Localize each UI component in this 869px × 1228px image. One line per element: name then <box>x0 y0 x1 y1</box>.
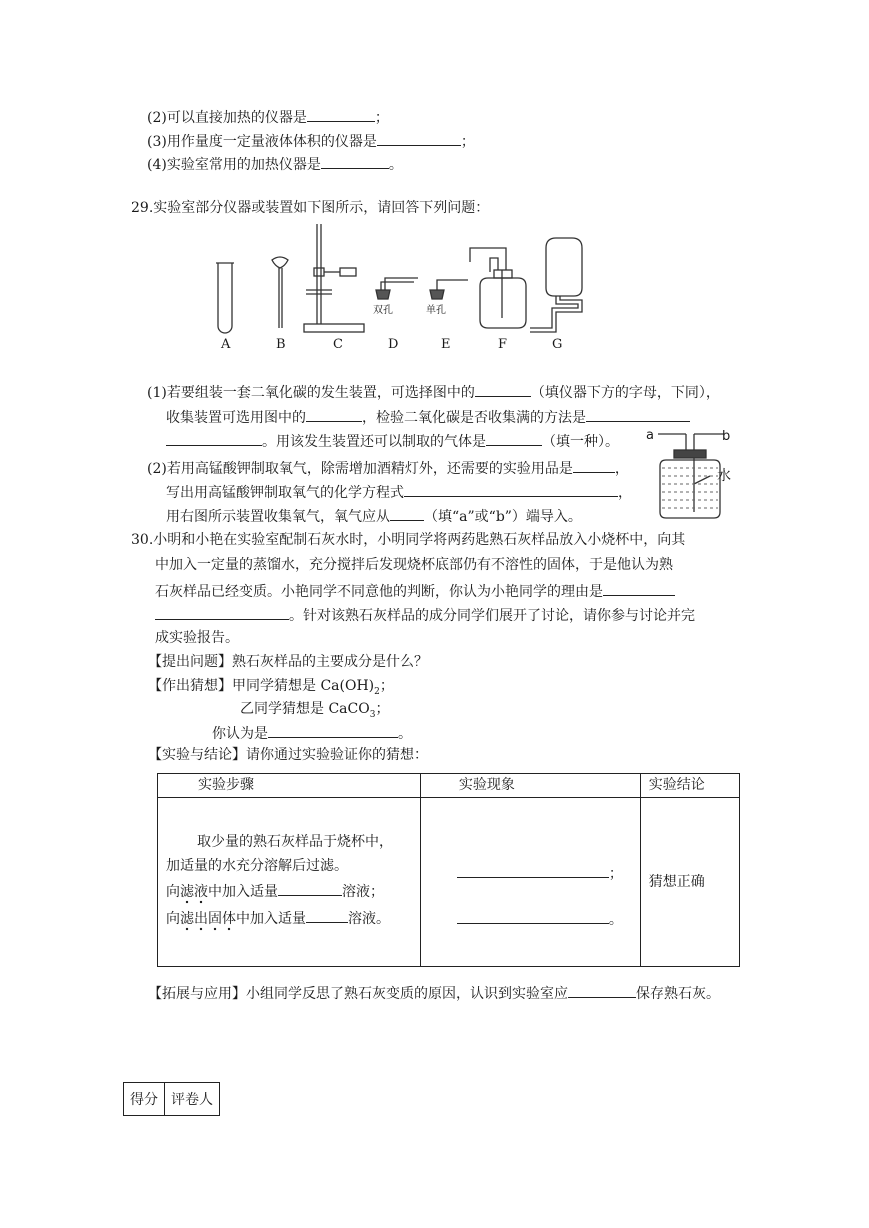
q30-guess-b: 乙同学猜想是 CaCO$_3$； <box>240 701 390 720</box>
steps-cell <box>158 798 421 967</box>
answer-blank[interactable] <box>457 862 609 878</box>
answer-blank[interactable] <box>307 106 375 122</box>
q30-exp-title: 【实验与结论】请你通过实验验证你的猜想： <box>148 747 428 763</box>
one-hole-label: 单孔 <box>426 305 446 316</box>
one-hole-stopper-icon <box>430 280 468 299</box>
answer-blank[interactable] <box>166 430 262 446</box>
phenomenon-cell <box>420 798 640 967</box>
label-c: C <box>333 337 343 352</box>
q29-p1-line1: (1)若要组装一套二氧化碳的发生装置，可选择图中的 （填仪器下方的字母，下同）， <box>147 381 720 403</box>
q28-line2: (2)可以直接加热的仪器是 ； <box>147 106 389 128</box>
answer-blank[interactable] <box>486 430 542 446</box>
two-hole-label: 双孔 <box>373 305 393 316</box>
answer-blank[interactable] <box>390 505 424 521</box>
bottle-port-b: b <box>722 429 731 444</box>
q29-p2-line3: 用右图所示装置收集氧气，氧气应从 （填“a”或“b”）端导入。 <box>166 505 582 527</box>
label-d: D <box>388 337 399 352</box>
score-box <box>123 1082 220 1116</box>
step-2: 加适量的水充分溶解后过滤。 <box>166 858 348 874</box>
q28-line3: (3)用作量度一定量液体体积的仪器是 ； <box>147 130 475 152</box>
q30-line1: 30.小明和小艳在实验室配制石灰水时，小明同学将两药匙熟石灰样品放入小烧杯中，向其 <box>131 532 686 548</box>
label-g: G <box>552 337 563 352</box>
experiment-table <box>157 773 740 967</box>
step-4: 向滤出固体中加入适量 溶液。 <box>166 907 390 929</box>
q30-line2: 中加入一定量的蒸馏水，充分搅拌后发现烧杯底部仍有不溶性的固体，于是他认为熟 <box>155 557 673 573</box>
q30-extension: 【拓展与应用】小组同学反思了熟石灰变质的原因，认识到实验室应 保存熟石灰。 <box>148 982 720 1004</box>
step-1: 取少量的熟石灰样品于烧杯中， <box>197 834 393 850</box>
q30-guess-c: 你认为是 。 <box>212 722 412 744</box>
answer-blank[interactable] <box>377 130 461 146</box>
conclusion-cell <box>640 798 739 967</box>
header-conclusion: 实验结论 <box>640 774 739 798</box>
apparatus-figure <box>200 218 600 358</box>
header-phenomenon: 实验现象 <box>420 774 640 798</box>
answer-blank[interactable] <box>404 481 618 497</box>
q30-line4: 。针对该熟石灰样品的成分同学们展开了讨论，请你参与讨论并完 <box>155 604 695 626</box>
header-steps: 实验步骤 <box>158 774 421 798</box>
q28-line4: (4)实验室常用的加热仪器是 。 <box>147 153 403 175</box>
q30-question: 【提出问题】熟石灰样品的主要成分是什么？ <box>148 654 428 670</box>
answer-blank[interactable] <box>573 457 615 473</box>
grader-label: 评卷人 <box>165 1083 220 1116</box>
q29-title: 29.实验室部分仪器或装置如下图所示，请回答下列问题： <box>131 200 490 216</box>
answer-blank[interactable] <box>155 604 289 620</box>
answer-blank[interactable] <box>603 580 675 596</box>
bottle-port-a: a <box>646 428 654 443</box>
test-tube-icon <box>216 263 234 333</box>
gas-bottle-icon <box>470 248 526 328</box>
answer-blank[interactable] <box>306 406 362 422</box>
answer-blank[interactable] <box>278 880 342 896</box>
q30-line5: 成实验报告。 <box>155 630 239 646</box>
label-f: F <box>498 337 508 352</box>
score-label: 得分 <box>124 1083 165 1116</box>
answer-blank[interactable] <box>321 153 389 169</box>
conclusion-text: 猜想正确 <box>648 874 705 890</box>
q29-p2-line2: 写出用高锰酸钾制取氧气的化学方程式 ， <box>166 481 632 503</box>
label-a: A <box>221 337 231 352</box>
table-row <box>158 798 740 967</box>
glass-rod-icon <box>272 257 288 328</box>
answer-blank[interactable] <box>268 722 398 738</box>
answer-blank[interactable] <box>475 381 531 397</box>
table-header-row <box>158 774 740 798</box>
answer-blank[interactable] <box>457 908 609 924</box>
phenomenon-2: 。 <box>457 908 623 930</box>
two-hole-stopper-icon <box>376 278 418 299</box>
label-b: B <box>276 337 286 352</box>
step-3: 向滤液中加入适量 溶液； <box>166 880 384 902</box>
q30-guess-a: 【作出猜想】甲同学猜想是 $Ca(OH)_2$； <box>148 678 394 697</box>
q29-p2-line1: (2)若用高锰酸钾制取氧气，除需增加酒精灯外，还需要的实验用品是 ， <box>147 457 629 479</box>
q29-p1-line2: 收集装置可选用图中的 ，检验二氧化碳是否收集满的方法是 <box>166 406 690 428</box>
bottle-water-label: 水 <box>717 468 731 484</box>
answer-blank[interactable] <box>586 406 690 422</box>
separatory-apparatus-icon <box>530 238 582 332</box>
phenomenon-1: ； <box>457 862 623 884</box>
label-e: E <box>441 337 451 352</box>
q30-line3: 石灰样品已经变质。小艳同学不同意他的判断，你认为小艳同学的理由是 <box>155 580 675 602</box>
answer-blank[interactable] <box>306 907 348 923</box>
q29-p1-line3: 。用该发生装置还可以制取的气体是 （填一种）。 <box>166 430 619 452</box>
answer-blank[interactable] <box>568 982 636 998</box>
iron-stand-icon <box>304 224 364 332</box>
